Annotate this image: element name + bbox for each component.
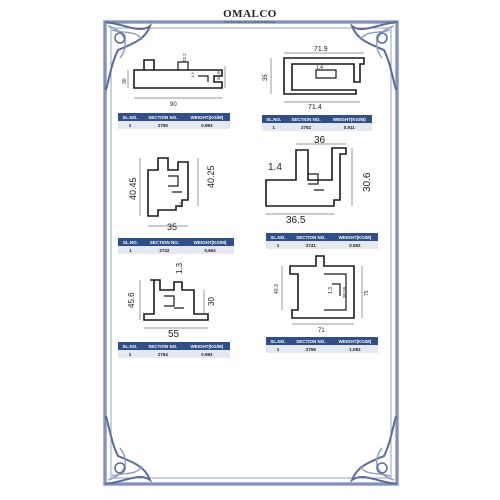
profile-drawing-2742 [118, 142, 228, 232]
dim-label: 75 [364, 290, 370, 296]
spec-header-row [262, 115, 372, 123]
dim-label: 40.25 [206, 165, 216, 188]
cell-section-no: 2742 [143, 246, 186, 254]
header-sl-no: SL.NO. [262, 115, 285, 123]
header-section-no: SECTION NO. [143, 238, 186, 246]
dim-label: 71.4 [308, 104, 322, 111]
cell-section-no: 2752 [285, 123, 326, 131]
dim-label: 1.3 [190, 72, 195, 78]
spec-header-row [118, 238, 234, 246]
dim-label: 30 [122, 78, 128, 84]
cell-section-no: 2756 [290, 345, 332, 353]
header-sl-no: SL.NO. [118, 342, 142, 350]
dim-label: 45.6 [127, 292, 136, 308]
corner-ornament-bottom-right [352, 416, 397, 484]
dim-label: 34.8 [216, 71, 221, 80]
dim-label: 40.45 [128, 177, 138, 200]
cell-weight: 1.083 [332, 345, 378, 353]
cell-weight: 0.911 [327, 123, 372, 131]
header-weight: WEIGHT(KG/M) [186, 238, 234, 246]
header-weight: WEIGHT(KG/M) [327, 115, 372, 123]
header-section-no: SECTION NO. [290, 233, 332, 241]
cell-section-no: 2750 [142, 121, 184, 129]
cell-sl-no: 1 [118, 350, 142, 358]
cell-weight: 0.663 [186, 246, 234, 254]
brand-tagline: AN ISO 9001:2015 CERTIFIED CO. [223, 20, 277, 24]
cell-sl-no: 1 [266, 241, 290, 249]
spec-row [262, 123, 372, 131]
spec-table-2754 [118, 342, 230, 358]
dim-label: 1.3 [175, 262, 184, 274]
header-section-no: SECTION NO. [285, 115, 326, 123]
spec-header-row [266, 233, 378, 241]
dim-label: 40.3 [274, 284, 280, 294]
header-weight: WEIGHT(KG/M) [332, 233, 378, 241]
profile-drawing-2741 [256, 134, 378, 224]
brand-logo [200, 8, 300, 24]
cell-weight: 0.993 [184, 350, 230, 358]
profile-drawing-2750 [118, 48, 230, 110]
cell-weight: 0.993 [184, 121, 230, 129]
header-weight: WEIGHT(KG/M) [184, 342, 230, 350]
header-sl-no: SL.NO. [266, 337, 290, 345]
dim-label: 22.2 [182, 53, 187, 62]
header-weight: WEIGHT(KG/M) [184, 113, 230, 121]
profile-drawing-2752 [256, 42, 374, 112]
brand-name: OMALCO [223, 8, 277, 20]
header-section-no: SECTION NO. [142, 113, 184, 121]
cell-section-no: 2741 [290, 241, 332, 249]
dim-label: 30.6 [362, 172, 373, 192]
dim-label: 71.9 [314, 46, 328, 53]
dim-label: 55 [168, 329, 180, 340]
spec-row [118, 121, 230, 129]
cell-sl-no: 1 [118, 121, 142, 129]
spec-row [118, 350, 230, 358]
spec-table-2750 [118, 113, 230, 129]
dim-label: 90 [170, 102, 177, 108]
profile-drawing-2754 [118, 258, 230, 340]
dim-label: 35 [167, 222, 178, 232]
spec-row [266, 345, 378, 353]
cell-section-no: 2754 [142, 350, 184, 358]
cell-sl-no: 1 [266, 345, 290, 353]
spec-header-row [118, 342, 230, 350]
header-section-no: SECTION NO. [290, 337, 332, 345]
header-sl-no: SL.NO. [118, 238, 143, 246]
spec-row [118, 246, 234, 254]
spec-table-2756 [266, 337, 378, 353]
spec-header-row [266, 337, 378, 345]
cell-sl-no: 1 [262, 123, 285, 131]
header-sl-no: SL.NO. [118, 113, 142, 121]
dim-label: 36 [314, 135, 326, 146]
profile-drawing-2756 [262, 252, 380, 334]
header-section-no: SECTION NO. [142, 342, 184, 350]
spec-header-row [118, 113, 230, 121]
dim-label: 35 [263, 74, 269, 81]
dim-label: 36.5 [286, 215, 306, 226]
dim-label: 1.4 [268, 162, 282, 173]
spec-row [266, 241, 378, 249]
corner-ornament-bottom-left [105, 416, 150, 484]
dim-label: 71 [318, 328, 325, 334]
dim-label: 30 [207, 297, 216, 306]
cell-sl-no: 1 [118, 246, 143, 254]
header-sl-no: SL.NO. [266, 233, 290, 241]
cell-weight: 0.592 [332, 241, 378, 249]
dim-label: 1.3 [178, 202, 183, 208]
dim-label: 1.3 [328, 287, 334, 294]
spec-table-2742 [118, 238, 234, 254]
dim-label: 30.55 [342, 286, 347, 298]
dim-label: 1.4 [316, 65, 323, 71]
header-weight: WEIGHT(KG/M) [332, 337, 378, 345]
spec-table-2741 [266, 233, 378, 249]
spec-table-2752 [262, 115, 372, 131]
